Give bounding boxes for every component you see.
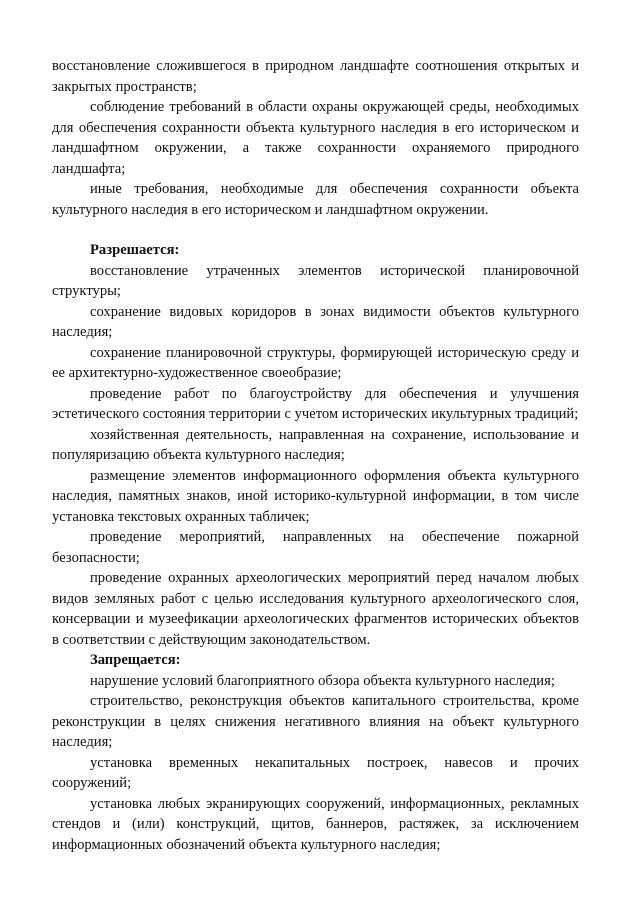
allowed-item: восстановление утраченных элементов исторической планировочной структуры; bbox=[52, 262, 579, 299]
allowed-item: проведение мероприятий, направленных на обеспечение пожарной безопасности; bbox=[52, 529, 579, 566]
allowed-item: сохранение планировочной структуры, формирующей историческую среду и ее архитектурно-художественное своеобразие; bbox=[52, 344, 579, 381]
allowed-item: проведение охранных археологических мероприятий перед началом любых видов земляных работ с целью исследования культурного археологического слоя, консервации и музеефикации археологических фрагментов исторических объектов в соответствии с действующим законодательством. bbox=[52, 570, 579, 648]
forbidden-heading: Запрещается: bbox=[90, 652, 181, 668]
forbidden-item: строительство, реконструкция объектов капитального строительства, кроме реконструкции в целях снижения негативного влияния на объект культурного наследия; bbox=[52, 693, 579, 750]
allowed-item: сохранение видовых коридоров в зонах видимости объектов культурного наследия; bbox=[52, 303, 579, 340]
paragraph: восстановление сложившегося в природном ландшафте соотношения открытых и закрытых пространств; bbox=[52, 58, 579, 95]
section-spacer bbox=[52, 220, 579, 240]
allowed-heading: Разрешается: bbox=[90, 242, 180, 258]
allowed-item: хозяйственная деятельность, направленная на сохранение, использование и популяризацию объекта культурного наследия; bbox=[52, 426, 579, 463]
allowed-item: проведение работ по благоустройству для обеспечения и улучшения эстетического состояния территории с учетом исторических икультурных традиций; bbox=[52, 385, 579, 422]
paragraph: соблюдение требований в области охраны окружающей среды, необходимых для обеспечения сохранности объекта культурного наследия в его историческом и ландшафтном окружении, а также сохранности охраняемого природного ландшафта; bbox=[52, 99, 579, 177]
document-page bbox=[52, 56, 579, 855]
forbidden-item: нарушение условий благоприятного обзора объекта культурного наследия; bbox=[90, 672, 555, 689]
allowed-item: размещение элементов информационного оформления объекта культурного наследия, памятных знаков, иной историко-культурной информации, в том числе установка текстовых охранных табличек; bbox=[52, 467, 579, 525]
paragraph: иные требования, необходимые для обеспечения сохранности объекта культурного наследия в его историческом и ландшафтном окружении. bbox=[52, 181, 579, 218]
forbidden-item: установка любых экранирующих сооружений, информационных, рекламных стендов и (или) конструкций, щитов, баннеров, растяжек, за исключением информационных обозначений объекта культурного наследия; bbox=[52, 795, 579, 853]
forbidden-item: установка временных некапитальных построек, навесов и прочих сооружений; bbox=[52, 754, 579, 791]
